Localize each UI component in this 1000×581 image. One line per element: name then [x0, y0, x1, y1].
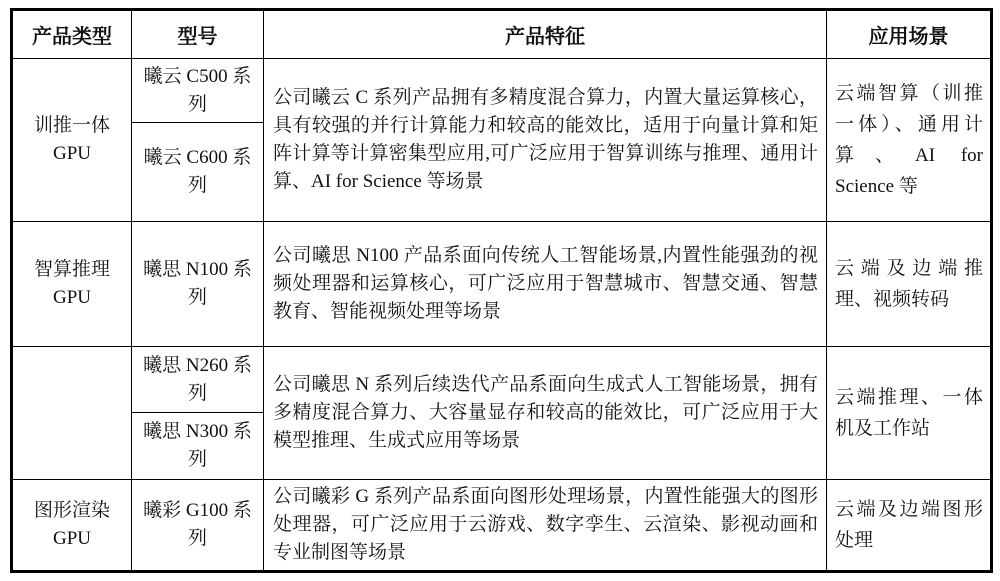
table-row [12, 347, 992, 413]
table-row [12, 222, 992, 347]
features-cell: 公司曦彩 G 系列产品系面向图形处理场景，内置性能强大的图形处理器，可广泛应用于云游戏、数字孪生、云渲染、影视动画和专业制图等场景 [264, 480, 827, 572]
applications-cell: 云端智算（训推一体）、通用计算、AI for Science 等 [827, 59, 992, 222]
header-applications: 应用场景 [827, 10, 992, 59]
product-type-cell: 智算推理 GPU [12, 222, 132, 347]
header-product-type: 产品类型 [12, 10, 132, 59]
header-row [12, 10, 992, 59]
product-type-cell: 训推一体 GPU [12, 59, 132, 222]
applications-cell: 云端推理、一体机及工作站 [827, 347, 992, 480]
applications-cell: 云端及边端图形处理 [827, 480, 992, 572]
features-cell: 公司曦思 N100 产品系面向传统人工智能场景,内置性能强劲的视频处理器和运算核心，可广泛应用于智慧城市、智慧交通、智慧教育、智能视频处理等场景 [264, 222, 827, 347]
product-type-cell [12, 347, 132, 480]
table-row [12, 59, 992, 123]
model-cell: 曦彩 G100 系列 [132, 480, 264, 572]
header-features: 产品特征 [264, 10, 827, 59]
model-cell: 曦思 N260 系列 [132, 347, 264, 413]
model-cell: 曦思 N300 系列 [132, 413, 264, 480]
features-cell: 公司曦思 N 系列后续迭代产品系面向生成式人工智能场景，拥有多精度混合算力、大容量显存和较高的能效比，可广泛应用于大模型推理、生成式应用等场景 [264, 347, 827, 480]
features-cell: 公司曦云 C 系列产品拥有多精度混合算力，内置大量运算核心，具有较强的并行计算能力和较高的能效比，适用于向量计算和矩阵计算等计算密集型应用,可广泛应用于智算训练与推理、通用计算、AI for Science 等场景 [264, 59, 827, 222]
gpu-product-table [10, 8, 993, 573]
table-row [12, 480, 992, 572]
model-cell: 曦思 N100 系列 [132, 222, 264, 347]
header-model: 型号 [132, 10, 264, 59]
model-cell: 曦云 C600 系列 [132, 123, 264, 222]
applications-cell: 云端及边端推理、视频转码 [827, 222, 992, 347]
product-type-cell: 图形渲染 GPU [12, 480, 132, 572]
model-cell: 曦云 C500 系列 [132, 59, 264, 123]
